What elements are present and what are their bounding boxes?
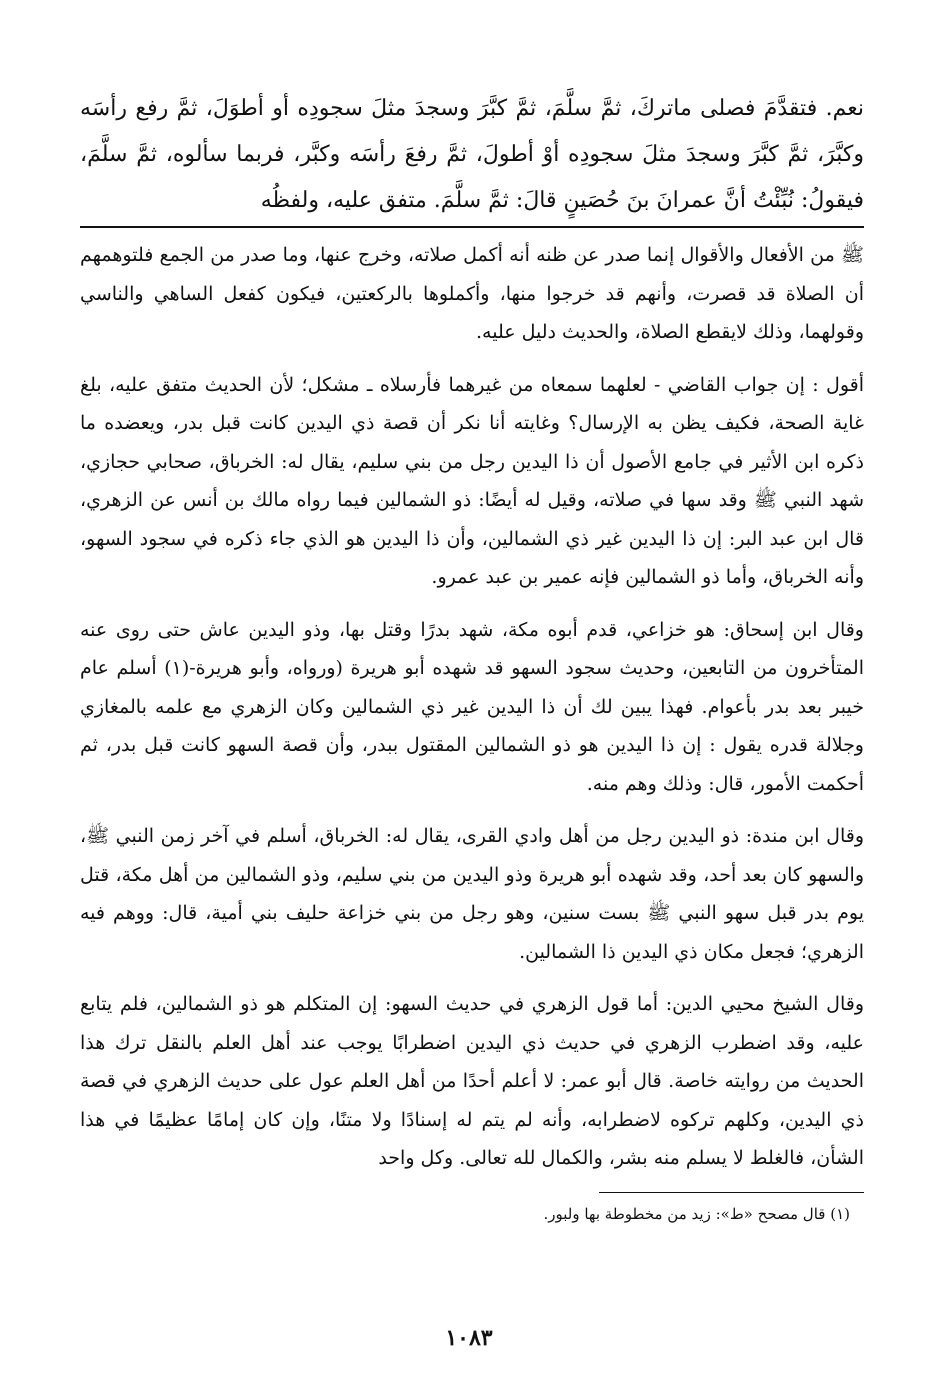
footnote: (١) قال مصحح «ط»: زيد من مخطوطة بها ولبور. xyxy=(543,1204,850,1223)
hadith-text: نعم. فتقدَّمَ فصلى ماتركَ، ثمَّ سلَّمَ، ثمَّ كبَّرَ وسجدَ مثلَ سجودِه أو أطوَلَ، ثمَّ رفع رأسَه وكبَّرَ، ثمَّ كبَّرَ وسجدَ مثلَ سجودِه أوْ أطولَ، ثمَّ رفعَ رأسَه وكبَّر، فربما سألوه، ثمَّ سلَّمَ، فيقولُ: نُبِّئْتُ أنَّ عمرانَ بنَ حُصَينٍ قالَ: ثمَّ سلَّمَ. متفق عليه، ولفظُه xyxy=(80,96,864,213)
commentary-paragraph-3: وقال ابن إسحاق: هو خزاعي، قدم أبوه مكة، شهد بدرًا وقتل بها، وذو اليدين عاش حتى روى عنه المتأخرون من التابعين، وحديث سجود السهو قد شهده أبو هريرة (ورواه، وأبو هريرة-(١) أسلم عام خيبر بعد بدر بأعوام. فهذا يبين لك أن ذا اليدين غير ذي الشمالين وكان الزهري مع علمه بالمغازي وجلالة قدره يقول : إن ذا اليدين هو ذو الشمالين المقتول ببدر، وأن قصة السهو كانت قبل بدر، ثم أحكمت الأمور، قال: وذلك وهم منه. xyxy=(80,618,864,795)
commentary-paragraph-2: أقول : إن جواب القاضي - لعلهما سمعاه من غيرهما فأرسلاه ـ مشكل؛ لأن الحديث متفق عليه، بلغ غاية الصحة، فكيف يظن به الإرسال؟ وغايته أنا نكر أن قصة ذي اليدين كانت قبل بدر، ويعضده ما ذكره ابن الأثير في جامع الأصول أن ذا اليدين رجل من بني سليم، يقال له: الخرباق، صحابي حجازي، شهد النبي ﷺ وقد سها في صلاته، وقيل له أيضًا: ذو الشمالين فيما رواه مالك بن أنس عن الزهري، قال ابن عبد البر: إن ذا اليدين غير ذي الشمالين، وأن ذا اليدين هو الذي جاء ذكره في سجود السهو، وأنه الخرباق، وأما ذو الشمالين فإنه عمير بن عبد عمرو. xyxy=(80,373,865,588)
matn-divider xyxy=(80,226,864,228)
page-number: ١٠٨٣ xyxy=(445,1325,493,1351)
commentary-paragraph-1: ﷺ من الأفعال والأقوال إنما صدر عن ظنه أنه أكمل صلاته، وخرج عنها، وما صدر من الجمع فلتوهمهم أن الصلاة قد قصرت، وأنهم قد خرجوا منها، وأكملوها بالركعتين، فيكون كفعل الساهي والناسي وقولهما، وذلك لايقطع الصلاة، والحديث دليل عليه. xyxy=(80,244,864,343)
commentary-paragraph-4: وقال ابن مندة: ذو اليدين رجل من أهل وادي القرى، يقال له: الخرباق، أسلم في آخر زمن النبي ﷺ، والسهو كان بعد أحد، وقد شهده أبو هريرة وذو اليدين من بني سليم، وذو الشمالين من أهل مكة، قتل يوم بدر قبل سهو النبي ﷺ بست سنين، وهو رجل من بني خزاعة حليف بني أمية، قال: ووهم فيه الزهري؛ فجعل مكان ذي اليدين ذا الشمالين. xyxy=(80,825,864,963)
hadith-text-block xyxy=(80,86,864,224)
footnote-divider xyxy=(599,1192,864,1193)
commentary-paragraph-5: وقال الشيخ محيي الدين: أما قول الزهري في حديث السهو: إن المتكلم هو ذو الشمالين، فلم يتابع عليه، وقد اضطرب الزهري في حديث ذي اليدين اضطرابًا يوجب عند أهل العلم بالنقل ترك هذا الحديث من روايته خاصة. قال أبو عمر: لا أعلم أحدًا من أهل العلم عول على حديث الزهري في قصة ذي اليدين، وكلهم تركوه لاضطرابه، وأنه لم يتم له إسنادًا ولا متنًا، وإن كان إمامًا عظيمًا في هذا الشأن، فالغلط لا يسلم منه بشر، والكمال لله تعالى. وكل واحد xyxy=(80,993,864,1169)
commentary-block xyxy=(80,236,864,1178)
